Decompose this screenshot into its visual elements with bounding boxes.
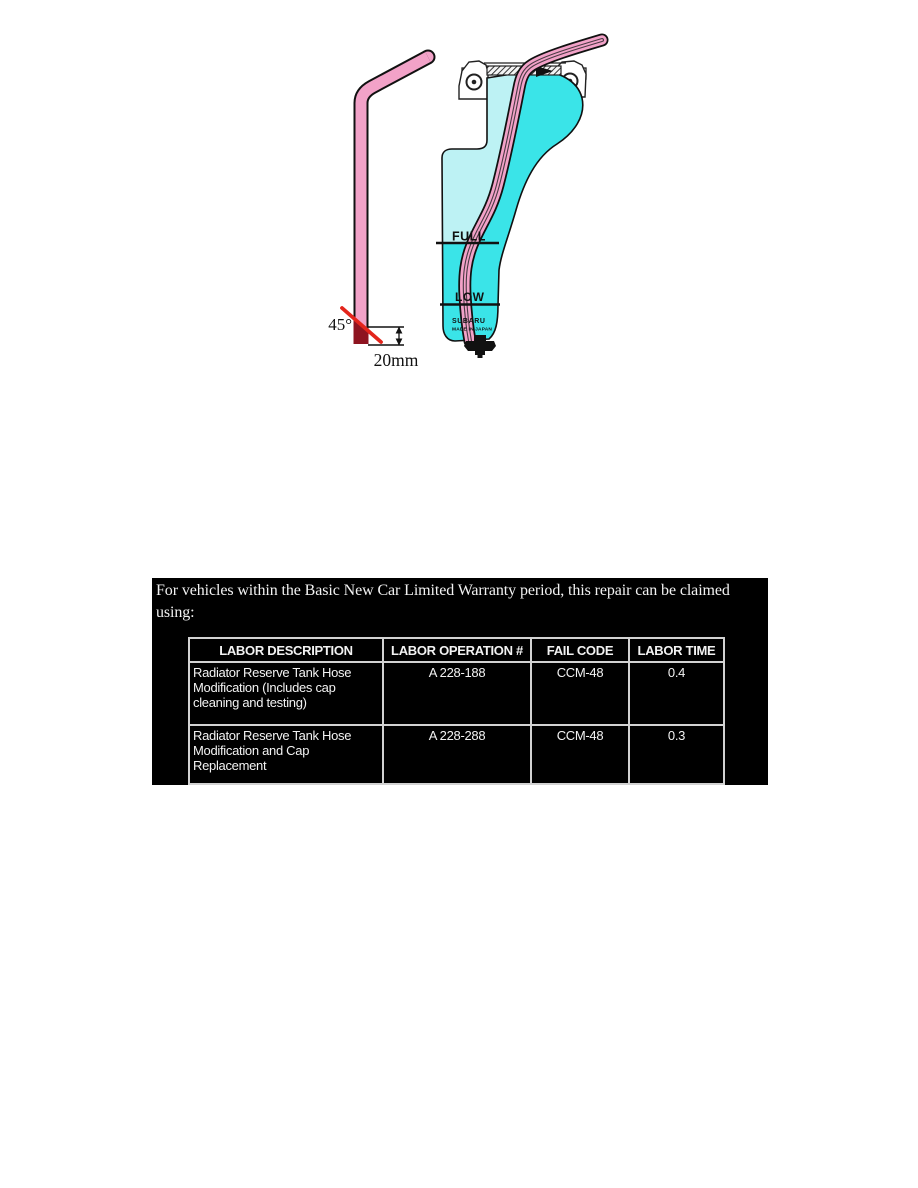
labor-table-header-row bbox=[189, 638, 724, 662]
cell-fail-code: CCM-48 bbox=[531, 662, 629, 725]
header-labor-description: LABOR DESCRIPTION bbox=[189, 638, 383, 662]
table-row bbox=[189, 662, 724, 725]
fitting-tip bbox=[478, 355, 483, 358]
left-hose-body bbox=[361, 57, 428, 344]
header-labor-time: LABOR TIME bbox=[629, 638, 724, 662]
header-fail-code: FAIL CODE bbox=[531, 638, 629, 662]
full-label: FULL bbox=[452, 229, 486, 244]
cell-fail-code: CCM-48 bbox=[531, 725, 629, 784]
fitting-nut bbox=[464, 341, 496, 351]
reserve-tank-hose-figure bbox=[300, 30, 640, 375]
cell-labor-operation: A 228-188 bbox=[383, 662, 531, 725]
cell-labor-time: 0.4 bbox=[629, 662, 724, 725]
brand-label: SUBARU bbox=[452, 318, 486, 325]
table-row bbox=[189, 725, 724, 784]
fitting-stem-top bbox=[474, 335, 486, 341]
cut-hose-diagram bbox=[328, 50, 435, 371]
warranty-claim-block bbox=[152, 578, 768, 785]
angle-label: 45° bbox=[328, 315, 352, 334]
bolt-center-left-icon bbox=[472, 80, 477, 85]
labor-table bbox=[188, 637, 725, 785]
cell-labor-time: 0.3 bbox=[629, 725, 724, 784]
warranty-intro-text: For vehicles within the Basic New Car Limited Warranty period, this repair can be claimed using: bbox=[156, 582, 730, 621]
dimension-label: 20mm bbox=[373, 350, 419, 370]
cell-labor-description: Radiator Reserve Tank Hose Modification (Includes cap cleaning and testing) bbox=[189, 662, 383, 725]
left-hose-outline bbox=[361, 57, 428, 344]
cell-labor-description: Radiator Reserve Tank Hose Modification and Cap Replacement bbox=[189, 725, 383, 784]
header-labor-operation: LABOR OPERATION # bbox=[383, 638, 531, 662]
fitting-stem-bottom bbox=[475, 351, 485, 355]
low-label: LOW bbox=[455, 290, 485, 304]
origin-label: MADE IN JAPAN bbox=[452, 327, 493, 333]
cell-labor-operation: A 228-288 bbox=[383, 725, 531, 784]
